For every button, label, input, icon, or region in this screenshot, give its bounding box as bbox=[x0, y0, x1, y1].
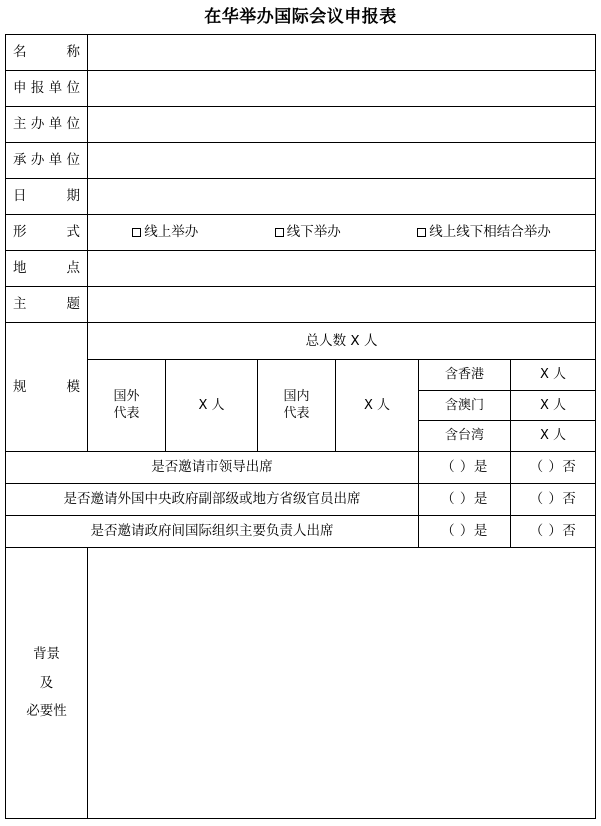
table-row-question-foreign-official bbox=[6, 483, 596, 515]
label-scale-text: 规模 bbox=[13, 378, 80, 395]
value-region-taiwan[interactable]: X 人 bbox=[511, 421, 596, 452]
field-name-value[interactable] bbox=[88, 35, 596, 71]
table-row-question-city-leader bbox=[6, 451, 596, 483]
label-date bbox=[6, 179, 88, 215]
label-foreign-delegates-line1: 国外 bbox=[113, 388, 140, 404]
table-row-background bbox=[6, 547, 596, 818]
label-region-hongkong: 含香港 bbox=[419, 360, 511, 391]
label-location bbox=[6, 251, 88, 287]
table-row-question-igo-leader bbox=[6, 515, 596, 547]
label-name-text: 名称 bbox=[13, 44, 80, 61]
label-name bbox=[6, 35, 88, 71]
table-row-name bbox=[6, 35, 596, 71]
label-background-line1: 背景 bbox=[33, 646, 60, 663]
format-option-hybrid-label: 线上线下相结合举办 bbox=[429, 224, 551, 241]
field-applicant-unit-value[interactable] bbox=[88, 71, 596, 107]
question-foreign-official-text: 是否邀请外国中央政府副部级或地方省级官员出席 bbox=[6, 483, 419, 515]
scale-total-people: 总人数 X 人 bbox=[88, 323, 596, 360]
label-format bbox=[6, 215, 88, 251]
question-foreign-official-no[interactable]: （ ）否 bbox=[511, 483, 596, 515]
label-domestic-delegates bbox=[258, 360, 336, 452]
label-background-line3: 必要性 bbox=[26, 702, 67, 719]
label-host-unit-text: 主办单位 bbox=[13, 116, 80, 133]
label-organizer-unit bbox=[6, 143, 88, 179]
label-background-necessity-lines bbox=[6, 640, 87, 725]
checkbox-icon[interactable] bbox=[275, 228, 284, 237]
format-option-offline-label: 线下举办 bbox=[286, 224, 341, 241]
field-date-value[interactable] bbox=[88, 179, 596, 215]
checkbox-icon[interactable] bbox=[132, 228, 141, 237]
table-row-host-unit bbox=[6, 107, 596, 143]
question-city-leader-yes[interactable]: （ ）是 bbox=[419, 451, 511, 483]
field-format-options bbox=[88, 215, 596, 251]
label-domestic-delegates-line1: 国内 bbox=[283, 388, 310, 404]
table-row-applicant-unit bbox=[6, 71, 596, 107]
page-title: 在华举办国际会议申报表 bbox=[204, 7, 397, 27]
checkbox-icon[interactable] bbox=[417, 228, 426, 237]
label-organizer-unit-text: 承办单位 bbox=[13, 152, 80, 169]
application-form-table bbox=[5, 34, 596, 819]
question-city-leader-text: 是否邀请市领导出席 bbox=[6, 451, 419, 483]
label-format-text: 形式 bbox=[13, 224, 80, 241]
label-applicant-unit-text: 申报单位 bbox=[13, 80, 80, 97]
table-row-date bbox=[6, 179, 596, 215]
label-background-necessity bbox=[6, 547, 88, 818]
label-foreign-delegates-line2: 代表 bbox=[113, 406, 140, 422]
question-igo-leader-yes[interactable]: （ ）是 bbox=[419, 515, 511, 547]
table-row-location bbox=[6, 251, 596, 287]
value-domestic-delegates[interactable]: X 人 bbox=[336, 360, 419, 452]
format-option-hybrid[interactable] bbox=[417, 223, 551, 241]
label-region-taiwan: 含台湾 bbox=[419, 421, 511, 452]
value-region-hongkong[interactable]: X 人 bbox=[511, 360, 596, 391]
label-foreign-delegates bbox=[88, 360, 166, 452]
field-location-value[interactable] bbox=[88, 251, 596, 287]
value-region-macau[interactable]: X 人 bbox=[511, 390, 596, 421]
label-location-text: 地点 bbox=[13, 260, 80, 277]
label-applicant-unit bbox=[6, 71, 88, 107]
table-row-scale-total bbox=[6, 323, 596, 360]
label-scale bbox=[6, 323, 88, 452]
label-region-macau: 含澳门 bbox=[419, 390, 511, 421]
field-theme-value[interactable] bbox=[88, 287, 596, 323]
label-theme bbox=[6, 287, 88, 323]
question-city-leader-no[interactable]: （ ）否 bbox=[511, 451, 596, 483]
question-igo-leader-text: 是否邀请政府间国际组织主要负责人出席 bbox=[6, 515, 419, 547]
format-option-group bbox=[88, 215, 595, 250]
label-theme-text: 主题 bbox=[13, 296, 80, 313]
field-organizer-unit-value[interactable] bbox=[88, 143, 596, 179]
table-row-scale-hongkong bbox=[6, 360, 596, 391]
label-host-unit bbox=[6, 107, 88, 143]
question-foreign-official-yes[interactable]: （ ）是 bbox=[419, 483, 511, 515]
question-igo-leader-no[interactable]: （ ）否 bbox=[511, 515, 596, 547]
table-row-format bbox=[6, 215, 596, 251]
label-background-line2: 及 bbox=[39, 674, 54, 691]
label-domestic-delegates-line2: 代表 bbox=[283, 406, 310, 422]
value-foreign-delegates[interactable]: X 人 bbox=[166, 360, 258, 452]
format-option-online[interactable] bbox=[132, 223, 198, 241]
label-date-text: 日期 bbox=[13, 188, 80, 205]
table-row-theme bbox=[6, 287, 596, 323]
format-option-offline[interactable] bbox=[275, 223, 341, 241]
format-option-online-label: 线上举办 bbox=[144, 224, 199, 241]
field-host-unit-value[interactable] bbox=[88, 107, 596, 143]
table-row-organizer-unit bbox=[6, 143, 596, 179]
field-background-necessity-value[interactable] bbox=[88, 547, 596, 818]
